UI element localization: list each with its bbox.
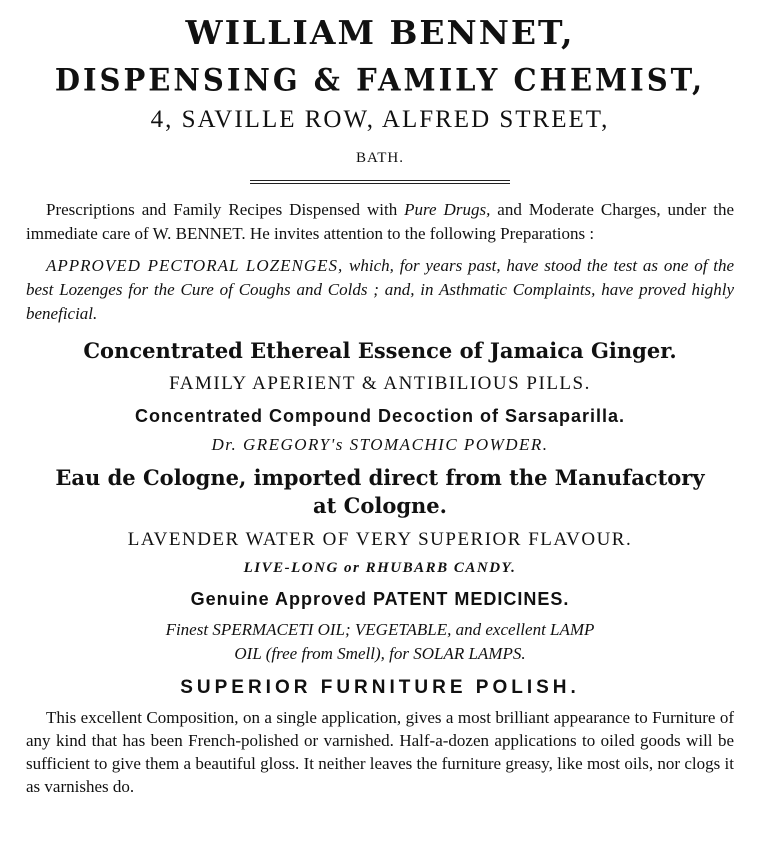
intro-italic: Pure Drugs, [404, 200, 491, 219]
product-lavender: LAVENDER WATER OF VERY SUPERIOR FLAVOUR. [127, 529, 633, 550]
intro-text-before: Prescriptions and Family Recipes Dispensed with [46, 200, 405, 219]
proprietor-name: WILLIAM BENNET, [185, 13, 575, 52]
product-oil-line1: Finest SPERMACETI OIL; VEGETABLE, and excellent LAMP [165, 620, 595, 639]
trade-title: DISPENSING & FAMILY CHEMIST, [54, 62, 706, 98]
lozenges-title: APPROVED PECTORAL LOZENGES, [46, 256, 344, 275]
product-oil-line2: OIL (free from Smell), for SOLAR LAMPS. [234, 644, 526, 663]
product-candy: LIVE-LONG or RHUBARB CANDY. [243, 560, 517, 576]
product-ginger: Concentrated Ethereal Essence of Jamaica Ginger. [83, 338, 677, 363]
product-cologne-line2: at Cologne. [313, 493, 447, 518]
product-cologne-line1: Eau de Cologne, imported direct from the Manufactory [55, 465, 705, 490]
intro-paragraph [26, 198, 734, 246]
product-sarsaparilla: Concentrated Compound Decoction of Sarsaparilla. [134, 406, 626, 426]
polish-title: SUPERIOR FURNITURE POLISH. [180, 677, 580, 698]
polish-description: This excellent Composition, on a single application, gives a most brilliant appearance to Furniture of any kind that has been French-polished or varnished. Half-a-dozen applications to oiled goods will be sufficient to give them a beautiful gloss. It neither leaves the furniture greasy, like most oils, nor clogs it as varnishes do. [26, 708, 734, 796]
product-pills: FAMILY APERIENT & ANTIBILIOUS PILLS. [169, 373, 591, 394]
lozenges-paragraph [26, 254, 734, 326]
product-gregory-powder: Dr. GREGORY's STOMACHIC POWDER. [211, 435, 549, 454]
divider-rule [250, 180, 510, 184]
product-patent-medicines: Genuine Approved PATENT MEDICINES. [190, 589, 570, 609]
lozenges-text: which, for years past, have stood the test as one of the best Lozenges for the Cure of Coughs and Colds ; and, in Asthmatic Complaints, have proved highly beneficial. [26, 256, 734, 323]
street-address: 4, SAVILLE ROW, ALFRED STREET, [150, 106, 610, 133]
city: BATH. [356, 150, 404, 166]
intro-text-after: and Moderate Charges, under the immediate care of W. BENNET. He invites attention to the following Preparations : [26, 200, 734, 243]
